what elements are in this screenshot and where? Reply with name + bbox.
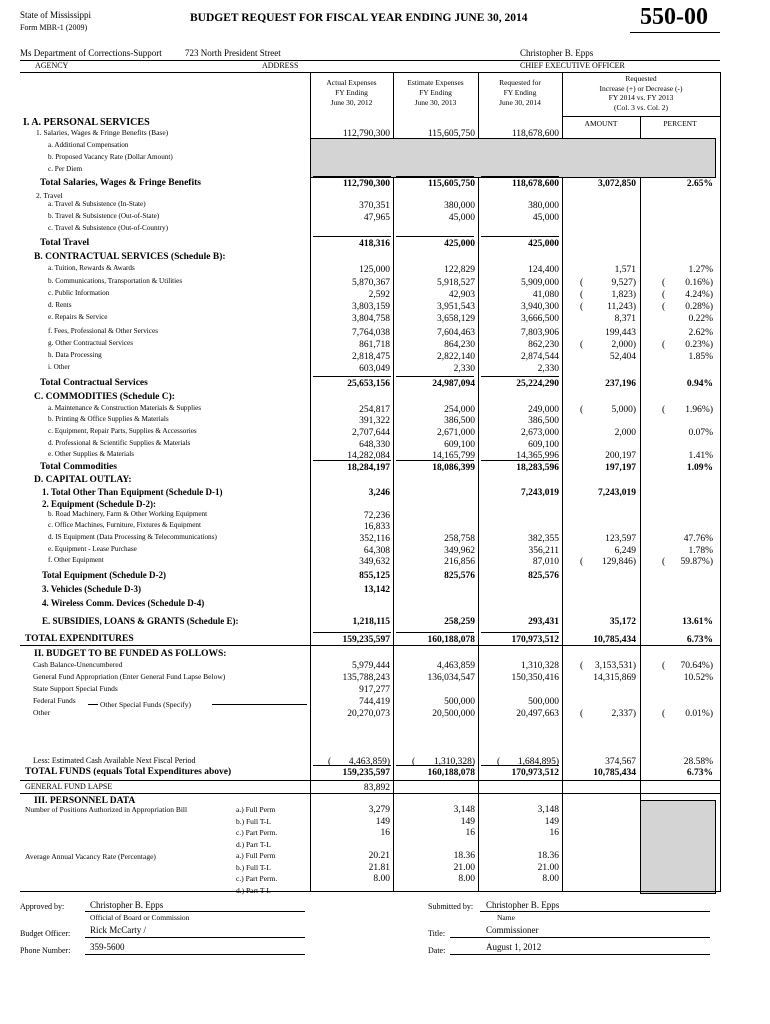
row-label: General Fund Appropriation (Enter General Fund Lapse Below) — [33, 672, 226, 681]
amount-header: AMOUNT — [584, 119, 618, 128]
personnel-cell-c3: 3,148 — [537, 805, 559, 815]
col4-header: Requested Increase (+) or Decrease (-) FY 2014 vs. FY 2013 (Col. 3 vs. Col. 2) — [599, 74, 683, 112]
cell-c2: 609,100 — [444, 440, 475, 450]
row-label: Total Contractual Services — [40, 378, 148, 388]
cell-c3: 118,678,600 — [512, 179, 559, 189]
positions-label: Number of Positions Authorized in Appropriation Bill — [25, 805, 188, 814]
title-value: Commissioner — [486, 925, 539, 935]
row-label: f. Other Equipment — [48, 556, 104, 564]
row-label: GENERAL FUND LAPSE — [25, 782, 113, 791]
cell-amt: 237,196 — [605, 379, 636, 389]
row-label: 2. Equipment (Schedule D-2): — [42, 499, 157, 509]
personnel-cell-c1: 20.21 — [368, 851, 390, 861]
cell-c3: 170,973,512 — [511, 768, 559, 778]
personnel-cell-c1: 3,279 — [368, 805, 390, 815]
row-label: State Support Special Funds — [33, 684, 118, 693]
submitted-value: Christopher B. Epps — [486, 900, 560, 910]
personnel-row-label: c.) Part Perm. — [236, 828, 278, 837]
cell-c2: 500,000 — [444, 697, 475, 707]
paren-open: ( — [580, 557, 584, 567]
cell-pct: 0.07% — [688, 428, 713, 438]
row-label: TOTAL FUNDS (equals Total Expenditures above) — [25, 767, 232, 777]
row-label: g. Other Contractual Services — [48, 339, 134, 347]
cell-c1: 112,790,300 — [343, 179, 390, 189]
cell-c1: 370,351 — [359, 201, 390, 211]
cell-c3: 356,211 — [528, 546, 559, 556]
row-label: a. Tuition, Rewards & Awards — [48, 264, 135, 272]
cell-c2: 42,903 — [448, 290, 475, 300]
cell-pct: 0.22% — [688, 314, 713, 324]
cell-c3: 425,000 — [528, 239, 559, 249]
cell-amt: 197,197 — [605, 463, 636, 473]
row-label: c. Equipment, Repair Parts, Supplies & Accessories — [48, 427, 197, 435]
cell-c1: 391,322 — [359, 416, 390, 426]
cell-c2: 18,086,399 — [432, 463, 475, 473]
cell-c1: 855,125 — [359, 571, 390, 581]
cell-c3: 825,576 — [528, 571, 559, 581]
cell-pct: 4.24%) — [685, 290, 713, 300]
row-label: 4. Wireless Comm. Devices (Schedule D-4) — [42, 598, 205, 608]
personnel-cell-c2: 16 — [465, 828, 475, 838]
cell-pct: 59.87%) — [680, 557, 713, 567]
cell-c2: 425,000 — [444, 239, 475, 249]
cell-c2: 115,605,750 — [427, 129, 475, 139]
cell-c1: 352,116 — [359, 534, 390, 544]
row-label: Total Commodities — [40, 462, 117, 472]
cell-amt: 52,404 — [609, 352, 636, 362]
cell-c1: 3,246 — [368, 488, 390, 498]
cell-c2: 45,000 — [448, 213, 475, 223]
cell-amt: 374,567 — [605, 757, 636, 767]
gray-box-compensation — [310, 138, 716, 178]
paren-open: ( — [580, 278, 584, 288]
row-label: E. SUBSIDIES, LOANS & GRANTS (Schedule E): — [42, 616, 239, 626]
personnel-row-label: b.) Full T-L — [236, 862, 271, 872]
cell-c1: 7,764,038 — [352, 328, 390, 338]
other-special-label: Other Special Funds (Specify) — [100, 700, 192, 709]
cell-c2: 122,829 — [444, 265, 475, 275]
paren-open: ( — [662, 557, 666, 567]
cell-c1: 917,277 — [359, 685, 390, 695]
row-label: b. Travel & Subsistence (Out-of-State) — [48, 212, 160, 220]
row-label: c. Public Information — [48, 289, 110, 297]
cell-c3: 7,803,906 — [521, 328, 559, 338]
paren-open: ( — [662, 302, 666, 312]
personnel-row-label: c.) Part Perm. — [236, 874, 278, 883]
cell-c3: 2,673,000 — [521, 428, 559, 438]
cell-c1: 4,463,859) — [348, 757, 390, 767]
cell-amt: 10,785,434 — [593, 768, 636, 778]
cell-c2: 5,918,527 — [437, 278, 475, 288]
cell-c1: 135,788,243 — [342, 673, 390, 683]
cell-c1: 13,142 — [363, 585, 390, 595]
cell-pct: 0.16%) — [685, 278, 713, 288]
row-label: B. CONTRACTUAL SERVICES (Schedule B): — [34, 252, 226, 262]
cell-c1: 64,308 — [363, 546, 390, 556]
personnel-cell-c3: 21.00 — [537, 862, 559, 873]
cell-c3: 124,400 — [528, 265, 559, 275]
personnel-cell-c3: 8.00 — [542, 874, 559, 884]
cell-c1: 5,979,444 — [352, 661, 390, 671]
row-label: Federal Funds — [33, 696, 76, 705]
cell-c1: 159,235,597 — [342, 768, 390, 778]
cell-c3: 25,224,290 — [516, 379, 559, 389]
row-label: a. Additional Compensation — [48, 141, 129, 149]
cell-amt: 6,249 — [614, 546, 636, 556]
cell-pct: 47.76% — [683, 534, 713, 544]
cell-c2: 380,000 — [444, 201, 475, 211]
cell-c1: 5,870,367 — [352, 278, 390, 288]
cell-c3: 2,874,544 — [521, 352, 559, 362]
date-value: August 1, 2012 — [486, 942, 542, 952]
phone-label: Phone Number: — [20, 946, 71, 955]
personnel-row-label: a.) Full Perm — [236, 805, 276, 814]
cell-c2: 1,310,328) — [433, 757, 475, 767]
row-label: b. Communications, Transportation & Utilities — [48, 277, 183, 285]
cell-c2: 115,605,750 — [428, 179, 475, 189]
row-label: f. Fees, Professional & Other Services — [48, 327, 158, 335]
personnel-cell-c3: 18.36 — [537, 851, 559, 861]
cell-c3: 2,330 — [537, 364, 559, 374]
row-label: Cash Balance-Unencumbered — [33, 660, 123, 669]
cell-amt: 129,846) — [601, 557, 636, 567]
personnel-cell-c3: 16 — [549, 828, 559, 838]
form-label: Form MBR-1 (2009) — [20, 23, 88, 32]
col1-header: Actual Expenses FY Ending June 30, 2012 — [326, 78, 377, 107]
state-label: State of Mississippi — [20, 10, 92, 20]
cell-c1: 83,892 — [363, 783, 390, 793]
row-label: D. CAPITAL OUTLAY: — [34, 475, 132, 485]
cell-amt: 5,000) — [611, 405, 636, 415]
cell-pct: 6.73% — [686, 768, 713, 778]
cell-pct: 13.61% — [682, 617, 713, 627]
cell-c3: 3,940,300 — [521, 302, 559, 312]
cell-c1: 254,817 — [359, 405, 390, 415]
paren-open: ( — [662, 661, 666, 671]
personnel-cell-c2: 149 — [460, 816, 475, 827]
row-label: e. Equipment - Lease Purchase — [48, 545, 137, 553]
cell-c3: 45,000 — [532, 213, 559, 223]
cell-c3: 3,666,500 — [521, 314, 559, 324]
personnel-cell-c1: 21.81 — [368, 862, 390, 873]
page-title: BUDGET REQUEST FOR FISCAL YEAR ENDING JUNE 30, 2014 — [190, 12, 528, 24]
cell-c1: 744,419 — [359, 697, 390, 707]
cell-pct: 1.96%) — [685, 405, 713, 415]
cell-c2: 160,188,078 — [427, 768, 475, 778]
paren-open: ( — [662, 290, 666, 300]
row-label: I. A. PERSONAL SERVICES — [23, 117, 150, 128]
cell-pct: 1.27% — [688, 265, 713, 275]
paren-open: ( — [580, 302, 584, 312]
row-label: Other — [33, 708, 51, 717]
cell-amt: 2,337) — [611, 709, 636, 719]
cell-amt: 1,823) — [611, 290, 636, 300]
cell-c3: 293,431 — [528, 617, 559, 627]
cell-amt: 8,371 — [614, 314, 636, 324]
cell-c2: 254,000 — [444, 405, 475, 415]
cell-c2: 2,330 — [453, 364, 475, 374]
row-label: i. Other — [48, 363, 70, 371]
cell-amt: 200,197 — [605, 451, 636, 461]
paren-open: ( — [497, 757, 501, 767]
cell-c1: 47,965 — [363, 213, 390, 223]
cell-pct: 10.52% — [683, 673, 713, 683]
cell-c2: 258,259 — [444, 617, 475, 627]
cell-amt: 2,000 — [614, 428, 636, 438]
cell-c1: 2,592 — [368, 290, 390, 300]
cell-pct: 6.73% — [686, 635, 713, 645]
personnel-cell-c2: 8.00 — [458, 874, 475, 884]
row-label: b. Proposed Vacancy Rate (Dollar Amount) — [48, 153, 173, 161]
row-label: TOTAL EXPENDITURES — [25, 634, 134, 644]
cell-c1: 14,282,084 — [347, 451, 390, 461]
cell-amt: 2,000) — [611, 340, 636, 350]
budget-officer-label: Budget Officer: — [20, 929, 71, 938]
cell-c3: 500,000 — [528, 697, 559, 707]
cell-c3: 609,100 — [528, 440, 559, 450]
cell-amt: 11,243) — [607, 302, 636, 312]
cell-c3: 382,355 — [528, 534, 559, 544]
paren-open: ( — [580, 405, 584, 415]
cell-c3: 7,243,019 — [521, 488, 559, 498]
cell-amt: 1,571 — [614, 265, 636, 275]
personnel-cell-c3: 149 — [544, 816, 559, 827]
paren-open: ( — [580, 709, 584, 719]
cell-pct: 1.41% — [688, 451, 713, 461]
cell-c2: 2,671,000 — [437, 428, 475, 438]
row-label: a. Travel & Subsistence (In-State) — [48, 200, 146, 208]
personnel-cell-c1: 16 — [380, 828, 390, 838]
cell-c1: 18,284,197 — [347, 463, 390, 473]
cell-c2: 864,230 — [444, 340, 475, 350]
cell-pct: 0.23%) — [685, 340, 713, 350]
cell-c1: 349,632 — [359, 557, 390, 567]
cell-pct: 1.85% — [688, 352, 713, 362]
executive-label: CHIEF EXECUTIVE OFFICER — [520, 61, 625, 70]
row-label: c. Travel & Subsistence (Out-of-Country) — [48, 224, 168, 232]
vacancy-label: Average Annual Vacancy Rate (Percentage) — [25, 852, 156, 861]
cell-c2: 160,188,078 — [427, 635, 475, 645]
cell-c2: 20,500,000 — [432, 709, 475, 719]
cell-c3: 862,230 — [528, 340, 559, 350]
cell-pct: 28.58% — [683, 757, 713, 767]
cell-c1: 159,235,597 — [342, 635, 390, 645]
cell-c3: 87,010 — [532, 557, 559, 567]
cell-amt: 7,243,019 — [598, 488, 636, 498]
cell-c3: 1,310,328 — [521, 661, 559, 671]
paren-open: ( — [580, 290, 584, 300]
cell-c2: 24,987,094 — [432, 379, 475, 389]
cell-amt: 199,443 — [605, 328, 636, 338]
row-label: a. Maintenance & Construction Materials & Supplies — [48, 404, 202, 412]
cell-c2: 349,962 — [444, 546, 475, 556]
cell-c3: 170,973,512 — [511, 635, 559, 645]
row-label: II. BUDGET TO BE FUNDED AS FOLLOWS: — [34, 649, 227, 659]
agency-value: Ms Department of Corrections-Support — [20, 48, 162, 58]
cell-c3: 150,350,416 — [511, 673, 559, 683]
personnel-cell-c2: 18.36 — [453, 851, 475, 861]
cell-c3: 249,000 — [528, 405, 559, 415]
personnel-cell-c2: 3,148 — [453, 805, 475, 815]
cell-c1: 25,653,156 — [347, 379, 390, 389]
cell-c2: 825,576 — [444, 571, 475, 581]
executive-value: Christopher B. Epps — [520, 48, 594, 58]
row-label: c. Per Diem — [48, 165, 83, 173]
cell-pct: 0.01%) — [685, 709, 713, 719]
row-label: Less: Estimated Cash Available Next Fiscal Period — [33, 756, 196, 765]
cell-c2: 3,658,129 — [437, 314, 475, 324]
row-label: Total Equipment (Schedule D-2) — [42, 570, 166, 580]
title-label: Title: — [428, 929, 446, 938]
cell-c3: 1,684,895) — [517, 757, 559, 767]
cell-amt: 3,153,531) — [594, 661, 636, 671]
cell-pct: 0.28%) — [685, 302, 713, 312]
cell-c1: 72,236 — [363, 511, 390, 521]
row-label: 2. Travel — [36, 191, 63, 200]
row-label: e. Other Supplies & Materials — [48, 450, 135, 458]
row-label: h. Data Processing — [48, 351, 102, 359]
col2-header: Estimate Expenses FY Ending June 30, 2013 — [407, 78, 464, 107]
paren-open: ( — [412, 757, 416, 767]
col3-header: Requested for FY Ending June 30, 2014 — [499, 78, 541, 107]
cell-amt: 35,172 — [609, 617, 636, 627]
cell-c1: 112,790,300 — [342, 129, 390, 139]
row-label: b. Printing & Office Supplies & Materials — [48, 415, 169, 423]
cell-c2: 14,165,799 — [432, 451, 475, 461]
cell-c1: 603,049 — [359, 364, 390, 374]
personnel-cell-c1: 149 — [375, 816, 390, 827]
cell-c2: 136,034,547 — [427, 673, 475, 683]
cell-c3: 118,678,600 — [511, 129, 559, 139]
cell-pct: 1.09% — [686, 463, 713, 473]
paren-open: ( — [328, 757, 332, 767]
submitted-label: Submitted by: — [428, 902, 474, 911]
approved-label: Approved by: — [20, 902, 65, 911]
phone-value: 359-5600 — [90, 942, 125, 952]
row-label: 1. Total Other Than Equipment (Schedule D-1) — [42, 487, 223, 497]
date-label: Date: — [428, 946, 446, 955]
address-label: ADDRESS — [262, 61, 299, 70]
cell-pct: 2.65% — [686, 179, 713, 189]
row-label: Total Salaries, Wages & Fringe Benefits — [40, 178, 201, 188]
cell-c3: 20,497,663 — [516, 709, 559, 719]
paren-open: ( — [662, 709, 666, 719]
cell-c1: 16,833 — [363, 522, 390, 532]
cell-c1: 20,270,073 — [347, 709, 390, 719]
cell-amt: 3,072,850 — [598, 179, 636, 189]
cell-pct: 0.94% — [686, 379, 713, 389]
personnel-cell-c2: 21.00 — [453, 862, 475, 873]
personnel-cell-c1: 8.00 — [373, 874, 390, 884]
form-number: 550-00 — [640, 4, 708, 30]
cell-c2: 258,758 — [444, 534, 475, 544]
cell-c3: 41,080 — [532, 290, 559, 300]
gray-box-personnel — [640, 800, 716, 894]
cell-c2: 386,500 — [444, 416, 475, 426]
cell-c2: 7,604,463 — [437, 328, 475, 338]
cell-c2: 4,463,859 — [437, 661, 475, 671]
cell-amt: 14,315,869 — [593, 673, 636, 683]
paren-open: ( — [662, 340, 666, 350]
cell-c1: 2,707,644 — [352, 428, 390, 438]
personnel-row-label: d.) Part T-L — [236, 885, 271, 895]
row-label: e. Repairs & Service — [48, 313, 108, 321]
cell-c2: 3,951,543 — [437, 302, 475, 312]
budget-officer-value: Rick McCarty / — [90, 925, 146, 935]
row-label: d. Rents — [48, 301, 72, 309]
submitted-caption: Name — [497, 913, 515, 922]
cell-c1: 1,218,115 — [352, 617, 390, 627]
row-label: d. Professional & Scientific Supplies & Materials — [48, 439, 191, 447]
cell-c1: 3,804,758 — [352, 314, 390, 324]
row-label: b. Road Machinery, Farm & Other Working Equipment — [48, 510, 208, 518]
cell-c2: 2,822,140 — [437, 352, 475, 362]
row-label: C. COMMODITIES (Schedule C): — [34, 392, 175, 402]
row-label: 3. Vehicles (Schedule D-3) — [42, 584, 141, 594]
personnel-row-label: a.) Full Perm — [236, 851, 276, 860]
personnel-row-label: b.) Full T-L — [236, 816, 271, 826]
personnel-row-label: d.) Part T-L — [236, 839, 271, 849]
row-label: III. PERSONNEL DATA — [34, 796, 136, 806]
cell-c3: 380,000 — [528, 201, 559, 211]
cell-c1: 418,316 — [359, 239, 390, 249]
cell-c1: 861,718 — [359, 340, 390, 350]
cell-c1: 3,803,159 — [352, 302, 390, 312]
cell-c1: 125,000 — [359, 265, 390, 275]
paren-open: ( — [580, 661, 584, 671]
row-label: d. IS Equipment (Data Processing & Telecommunications) — [48, 533, 217, 541]
row-label: Total Travel — [40, 238, 90, 248]
cell-c2: 216,856 — [444, 557, 475, 567]
address-value: 723 North President Street — [185, 48, 281, 58]
agency-label: AGENCY — [35, 61, 69, 70]
cell-pct: 1.78% — [688, 546, 713, 556]
cell-pct: 2.62% — [688, 328, 713, 338]
cell-c3: 14,365,996 — [516, 451, 559, 461]
cell-c3: 5,909,000 — [521, 278, 559, 288]
cell-amt: 123,597 — [605, 534, 636, 544]
paren-open: ( — [662, 278, 666, 288]
cell-amt: 10,785,434 — [593, 635, 636, 645]
cell-pct: 70.64%) — [680, 661, 713, 671]
paren-open: ( — [580, 340, 584, 350]
cell-amt: 9,527) — [611, 278, 636, 288]
percent-header: PERCENT — [663, 119, 697, 128]
paren-open: ( — [662, 405, 666, 415]
cell-c1: 2,818,475 — [352, 352, 390, 362]
cell-c3: 18,283,596 — [516, 463, 559, 473]
cell-c1: 648,330 — [359, 440, 390, 450]
row-label: c. Office Machines, Furniture, Fixtures & Equipment — [48, 521, 201, 529]
row-label: 1. Salaries, Wages & Fringe Benefits (Base) — [36, 128, 169, 137]
cell-c3: 386,500 — [528, 416, 559, 426]
approved-caption: Official of Board or Commission — [90, 913, 190, 922]
approved-value: Christopher B. Epps — [90, 900, 164, 910]
